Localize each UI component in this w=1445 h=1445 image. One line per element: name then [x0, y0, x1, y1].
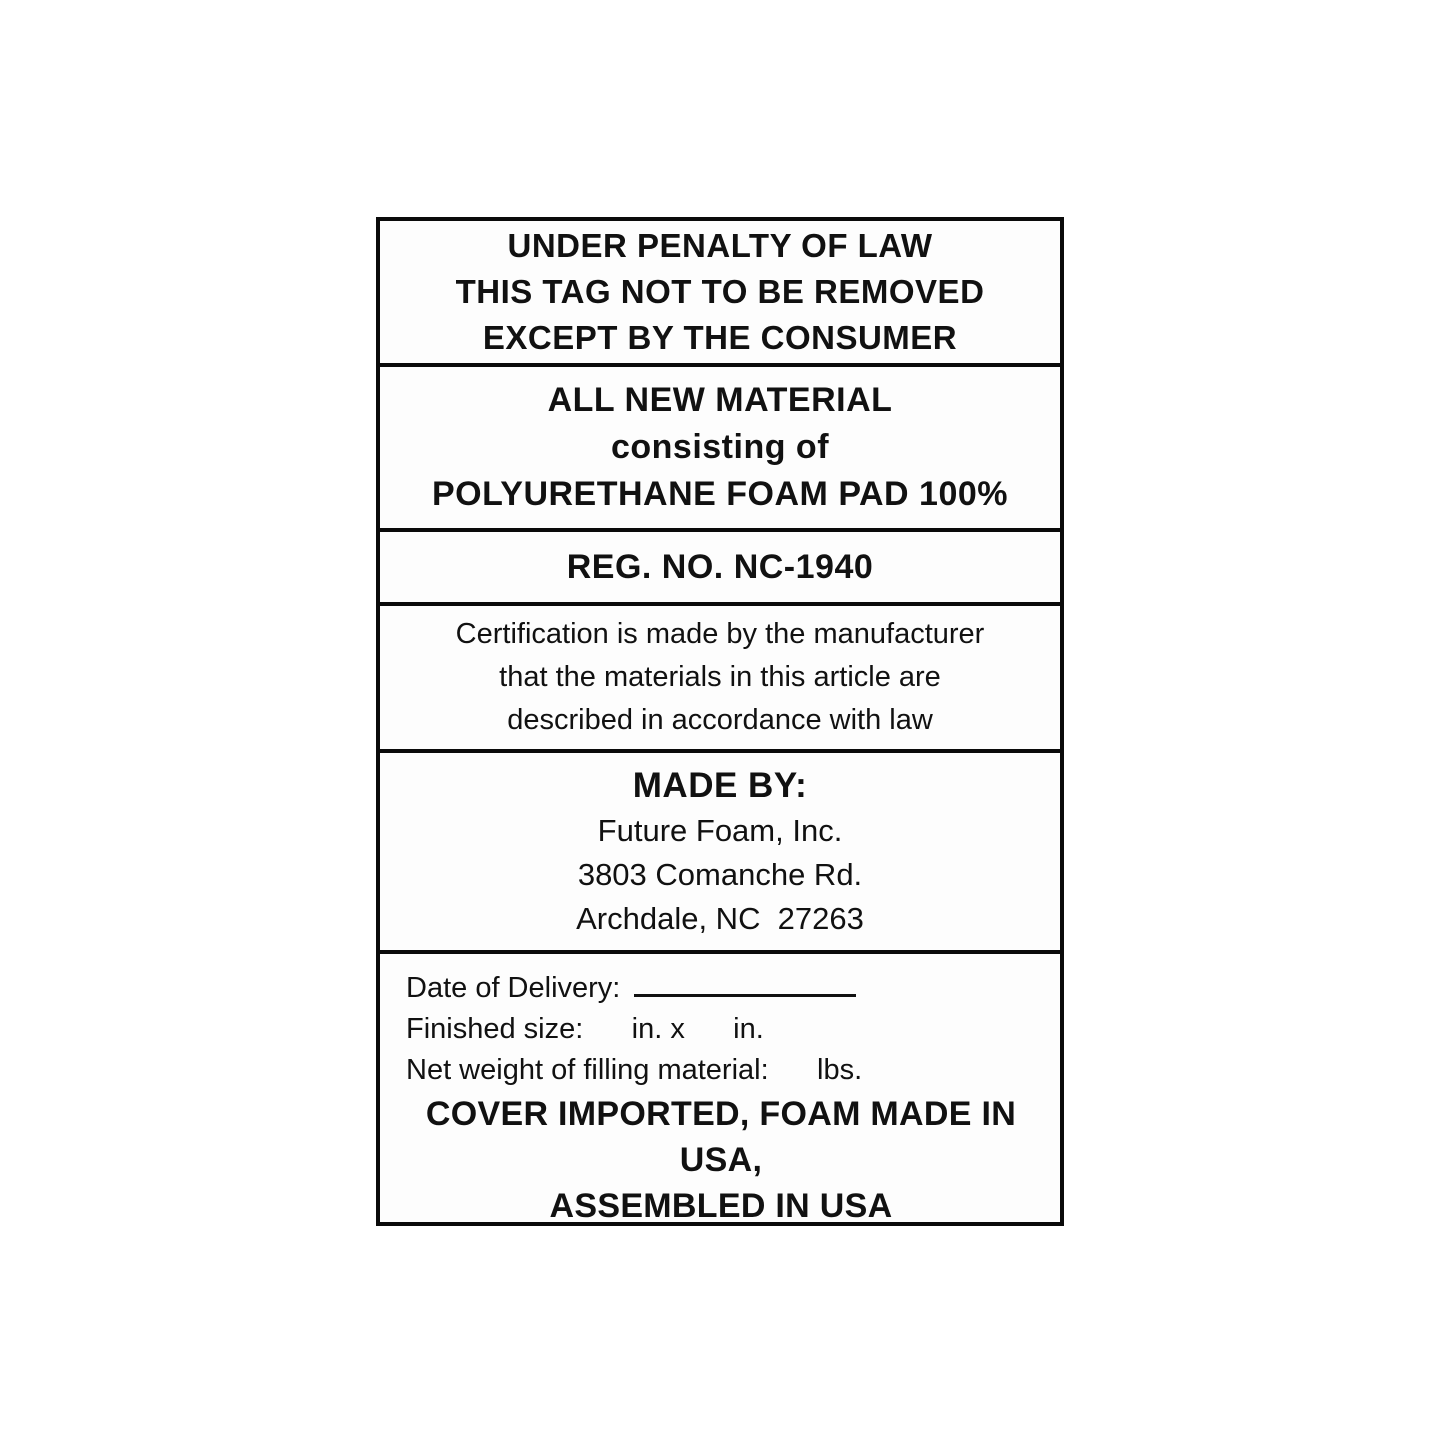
origin-statement [406, 1091, 1036, 1222]
certification-line-2: that the materials in this article are [499, 661, 941, 693]
made-by-heading: MADE BY: [632, 765, 808, 805]
material-line-2: consisting of [610, 428, 830, 466]
manufacturer-street: 3803 Comanche Rd. [577, 856, 863, 892]
manufacturer-city-state-zip: Archdale, NC 27263 [576, 900, 864, 936]
law-label [376, 217, 1064, 1226]
origin-line-1: COVER IMPORTED, FOAM MADE IN USA, [425, 1095, 1026, 1179]
penalty-line-1: UNDER PENALTY OF LAW [507, 227, 933, 264]
penalty-line-3: EXCEPT BY THE CONSUMER [482, 319, 958, 356]
certification-section [380, 606, 1060, 753]
date-of-delivery-blank-line [634, 972, 856, 997]
date-of-delivery-row [406, 968, 1036, 1009]
registration-section [380, 532, 1060, 606]
material-line-3: POLYURETHANE FOAM PAD 100% [432, 475, 1008, 513]
origin-line-2: ASSEMBLED IN USA [549, 1187, 893, 1222]
certification-line-1: Certification is made by the manufacturer [455, 618, 985, 650]
manufacturer-name: Future Foam, Inc. [597, 812, 843, 848]
details-section [380, 954, 1060, 1222]
material-line-1: ALL NEW MATERIAL [547, 381, 893, 419]
date-of-delivery-label: Date of Delivery: [406, 972, 621, 1004]
finished-size-row: Finished size: in. x in. [406, 1013, 764, 1045]
net-weight-row: Net weight of filling material: lbs. [406, 1054, 863, 1086]
material-section [380, 367, 1060, 532]
penalty-line-2: THIS TAG NOT TO BE REMOVED [455, 273, 985, 310]
made-by-section [380, 753, 1060, 954]
certification-line-3: described in accordance with law [507, 704, 933, 736]
penalty-section [380, 221, 1060, 367]
registration-number: REG. NO. NC-1940 [566, 548, 874, 586]
